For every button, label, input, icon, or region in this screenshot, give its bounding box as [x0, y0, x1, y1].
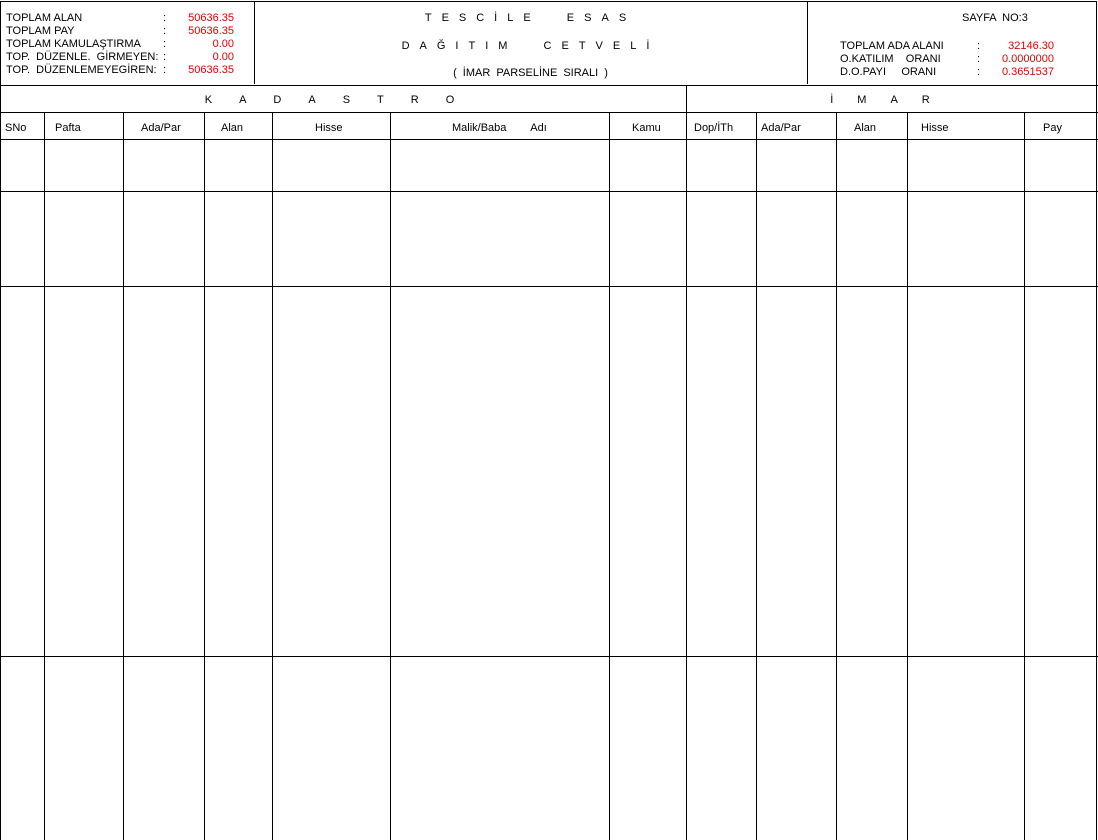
group-separator: [0, 656, 1098, 657]
total-value: 0.00: [212, 38, 234, 50]
summary-label: TOPLAM ADA ALANI: [840, 40, 944, 52]
outer-border: [0, 1, 1, 840]
column-header-imar-adapar: Ada/Par: [761, 122, 801, 134]
column-header-imar-hisse: Hisse: [921, 122, 949, 134]
summary-value: 32146.30: [1008, 40, 1054, 52]
total-value: 50636.35: [188, 64, 234, 76]
total-label: TOP. DÜZENLE. GİRMEYEN:: [6, 51, 159, 63]
column-divider: [123, 112, 124, 840]
column-divider: [1024, 112, 1025, 840]
column-header-pafta: Pafta: [55, 122, 81, 134]
section-top-border: [0, 85, 1098, 86]
total-colon: :: [163, 38, 167, 50]
header: [0, 0, 1098, 86]
total-colon: :: [163, 25, 167, 37]
page-number: SAYFA NO:3: [962, 12, 1028, 24]
column-header-malik: Malik/Baba Adı: [452, 122, 547, 134]
total-colon: :: [163, 64, 167, 76]
outer-border: [1096, 1, 1097, 840]
column-header-imar-alan: Alan: [854, 122, 877, 134]
title-line-3: ( İMAR PARSELİNE SIRALI ): [453, 67, 608, 79]
column-divider: [390, 112, 391, 840]
summary-colon: :: [977, 66, 981, 78]
column-divider: [907, 112, 908, 840]
section-divider: [686, 85, 687, 840]
summary-label: D.O.PAYI ORANI: [840, 66, 937, 78]
total-label: TOPLAM ALAN: [6, 12, 83, 24]
summary-colon: :: [977, 40, 981, 52]
column-header-top-border: [0, 112, 1098, 113]
column-divider: [756, 112, 757, 840]
column-divider: [272, 112, 273, 840]
column-divider: [44, 112, 45, 840]
total-label: TOPLAM PAY: [6, 25, 75, 37]
total-label: TOPLAM KAMULAŞTIRMA: [6, 38, 141, 50]
total-label: TOP. DÜZENLEMEYEGİREN:: [6, 64, 157, 76]
total-value: 50636.35: [188, 12, 234, 24]
column-header-bottom-border: [0, 139, 1098, 140]
column-header-dop: Dop/İTh: [694, 122, 734, 134]
column-header-hisse: Hisse: [315, 122, 343, 134]
summary-label: O.KATILIM ORANI: [840, 53, 941, 65]
column-divider: [609, 112, 610, 840]
column-header-adapar: Ada/Par: [141, 122, 181, 134]
total-value: 50636.35: [188, 25, 234, 37]
section-imar: İMAR: [830, 94, 954, 106]
column-header-alan: Alan: [221, 122, 244, 134]
title-line-1: TESCİLE ESAS: [424, 12, 637, 24]
summary-value: 0.3651537: [1002, 66, 1054, 78]
summary-value: 0.0000000: [1002, 53, 1054, 65]
group-separator: [0, 191, 1098, 192]
column-header-sno: SNo: [5, 122, 27, 134]
group-separator: [0, 286, 1098, 287]
column-header-pay: Pay: [1043, 122, 1062, 134]
total-value: 0.00: [212, 51, 234, 63]
total-colon: :: [163, 51, 167, 63]
header-top-border: [0, 1, 1097, 2]
summary-colon: :: [977, 53, 981, 65]
section-kadastro: KADASTRO: [204, 94, 482, 106]
column-header-kamu: Kamu: [632, 122, 661, 134]
column-divider: [836, 112, 837, 840]
total-colon: :: [163, 12, 167, 24]
title-line-2: DAĞITIM CETVELİ: [401, 40, 660, 52]
header-divider-right: [807, 2, 808, 84]
column-divider: [204, 112, 205, 840]
